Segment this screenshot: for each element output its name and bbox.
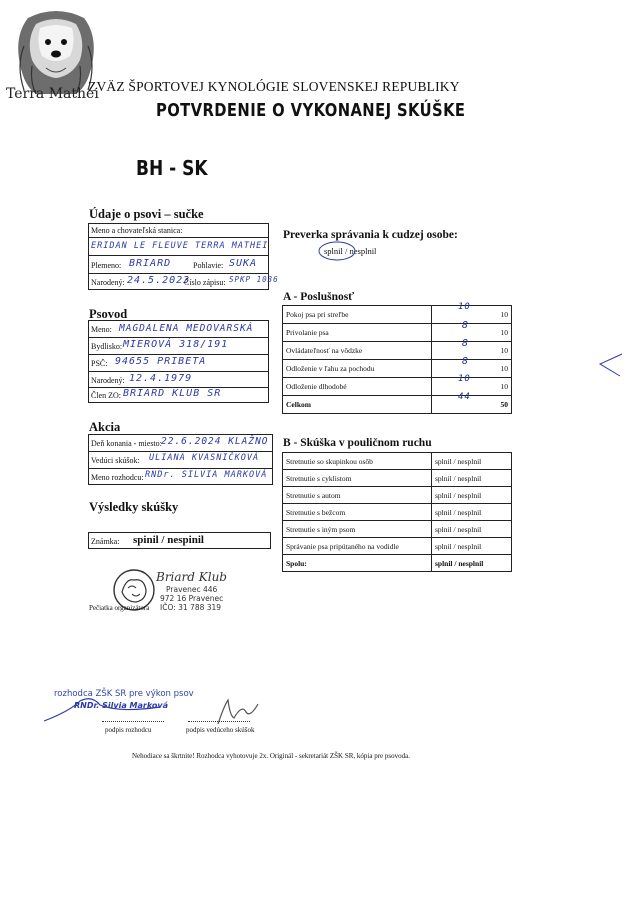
street-heading: B - Skúška v pouličnom ruchu <box>283 437 432 449</box>
table-row <box>283 324 512 342</box>
table-row <box>283 453 512 470</box>
street-item-label: Správanie psa pripútaného na vodidle <box>283 538 432 555</box>
obedience-score: 10 <box>458 374 471 384</box>
dog-born-label: Narodený: <box>91 278 125 287</box>
handler-name-label: Meno: <box>91 325 112 334</box>
breed-value: BRIARD <box>129 258 172 269</box>
registration-label: Číslo zápisu: <box>184 278 226 287</box>
table-row <box>283 396 512 414</box>
registration-value: SPKP 1036 <box>229 275 279 284</box>
psc-value: 94655 PRIBETA <box>115 356 207 367</box>
table-row <box>283 555 512 572</box>
address-label: Bydlisko: <box>91 342 123 351</box>
obedience-total-max: 50 <box>500 400 508 409</box>
handler-info-box <box>88 320 269 403</box>
mark-value: spinil / nespinil <box>133 534 204 546</box>
street-item-label: Stretnutie s iným psom <box>283 521 432 538</box>
obedience-max: 10 <box>500 310 508 319</box>
leader-label: Vedúci skúšok: <box>91 456 140 465</box>
obedience-total-label: Celkom <box>283 396 432 414</box>
obedience-total-score: 44 <box>458 392 471 402</box>
dog-name-value: ERIDAN LE FLEUVE TERRA MATHEI <box>91 241 269 251</box>
obedience-item-label: Odloženie dlhodobé <box>283 378 432 396</box>
obedience-item-label: Privolanie psa <box>283 324 432 342</box>
obedience-max: 10 <box>500 382 508 391</box>
leader-value: ULIANA KVASNIČKOVÁ <box>149 453 260 463</box>
street-item-value: splnil / nesplnil <box>432 504 512 521</box>
handler-name-value: MAGDALENA MEDOVARSKÁ <box>119 323 254 334</box>
sex-value: SUKA <box>229 258 258 269</box>
table-row <box>283 306 512 324</box>
obedience-item-label: Odloženie v ľahu za pochodu <box>283 360 432 378</box>
results-heading: Výsledky skúšky <box>89 500 179 514</box>
judge-signature-icon <box>40 691 170 725</box>
table-row <box>283 342 512 360</box>
dog-info-box <box>88 223 279 290</box>
obedience-max: 10 <box>500 346 508 355</box>
obedience-max: 10 <box>500 364 508 373</box>
obedience-score: 8 <box>462 356 470 367</box>
street-item-value: splnil / nesplnil <box>432 538 512 555</box>
obedience-score: 8 <box>462 338 470 349</box>
street-item-label: Stretnutie s autom <box>283 487 432 504</box>
psc-label: PSČ: <box>91 359 108 368</box>
member-label: Člen ZO: <box>91 391 121 400</box>
judge-label: Meno rozhodcu: <box>91 473 144 482</box>
street-item-label: Stretnutie so skupinkou osôb <box>283 453 432 470</box>
street-item-value: splnil / nesplnil <box>432 453 512 470</box>
street-item-value: splnil / nesplnil <box>432 487 512 504</box>
judge-stamp-name: RNDr. Silvia Marková <box>74 701 168 710</box>
event-section-heading: Akcia <box>89 420 121 434</box>
exam-code: BH - SK <box>136 156 208 180</box>
leader-signature-line <box>188 721 250 722</box>
judge-value: RNDr. SILVIA MARKOVÁ <box>145 470 268 480</box>
dog-name-label: Meno a chovateľská stanica: <box>91 226 183 235</box>
table-row <box>283 470 512 487</box>
street-item-label: Stretnutie s bežcom <box>283 504 432 521</box>
table-row <box>283 360 512 378</box>
table-row <box>283 487 512 504</box>
mark-label: Známka: <box>91 537 120 546</box>
event-date-label: Deň konania - miesto: <box>91 439 162 448</box>
street-total-label: Spolu: <box>283 555 432 572</box>
handler-born-label: Narodený: <box>91 376 125 385</box>
obedience-table <box>282 302 512 414</box>
pen-mark-icon <box>596 352 626 378</box>
logo-name: Terra Mathei <box>6 86 99 102</box>
behavior-check-heading: Preverka správania k cudzej osobe: <box>283 229 458 241</box>
stamp-address-line: Pravenec 446 <box>166 585 218 594</box>
dog-section-heading: Údaje o psovi – sučke <box>89 207 204 221</box>
judge-signature-line <box>102 721 164 722</box>
judge-stamp <box>40 685 200 725</box>
obedience-heading: A - Poslušnosť <box>283 291 355 303</box>
organization-name: ZVÄZ ŠPORTOVEJ KYNOLÓGIE SLOVENSKEJ REPUBLIKY <box>88 79 460 94</box>
behavior-check-value: splnil / nesplnil <box>324 246 377 256</box>
circle-mark-icon <box>316 240 358 262</box>
obedience-item-label: Pokoj psa pri streľbe <box>283 306 432 324</box>
document-title: POTVRDENIE O VYKONANEJ SKÚŠKE <box>156 100 466 121</box>
obedience-max: 10 <box>500 328 508 337</box>
sex-label: Pohlavie: <box>193 261 224 270</box>
footer-note: Nehodiace sa škrtnite! Rozhodca vyhotovuje 2x. Originál - sekretariát ZŠK SR, kópia pre psovoda. <box>132 752 410 760</box>
handler-born-value: 12.4.1979 <box>129 373 193 384</box>
table-row <box>283 521 512 538</box>
obedience-item-label: Ovládateľnosť na vôdzke <box>283 342 432 360</box>
judge-stamp-text: rozhodca ZŠK SR pre výkon psov <box>54 689 194 699</box>
obedience-score: 10 <box>458 302 471 312</box>
member-value: BRIARD KLUB SR <box>123 388 222 399</box>
street-item-label: Stretnutie s cyklistom <box>283 470 432 487</box>
street-total-value: splnil / nesplnil <box>432 555 512 572</box>
event-date-value: 22.6.2024 KLAŽNO <box>161 436 269 447</box>
stamp-ico-line: IČO: 31 788 319 <box>160 603 222 612</box>
dog-born-value: 24.5.2023 <box>127 275 191 286</box>
stamp-city-line: 972 16 Pravenec <box>160 594 224 603</box>
street-item-value: splnil / nesplnil <box>432 470 512 487</box>
event-info-box <box>88 434 273 485</box>
breed-label: Plemeno: <box>91 261 122 270</box>
street-table <box>282 452 512 572</box>
stamp-club-name: Briard Klub <box>156 570 227 584</box>
judge-signature-label: podpis rozhodcu <box>105 726 152 734</box>
obedience-score: 8 <box>462 320 470 331</box>
seal-label: Pečiatka organizátora <box>89 604 150 612</box>
leader-signature-label: podpis vedúceho skúšok <box>186 726 255 734</box>
table-row <box>283 378 512 396</box>
table-row <box>283 538 512 555</box>
table-row <box>283 504 512 521</box>
street-item-value: splnil / nesplnil <box>432 521 512 538</box>
results-box <box>88 532 271 549</box>
address-value: MIEROVÁ 318/191 <box>123 339 229 350</box>
handler-section-heading: Psovod <box>89 307 128 321</box>
